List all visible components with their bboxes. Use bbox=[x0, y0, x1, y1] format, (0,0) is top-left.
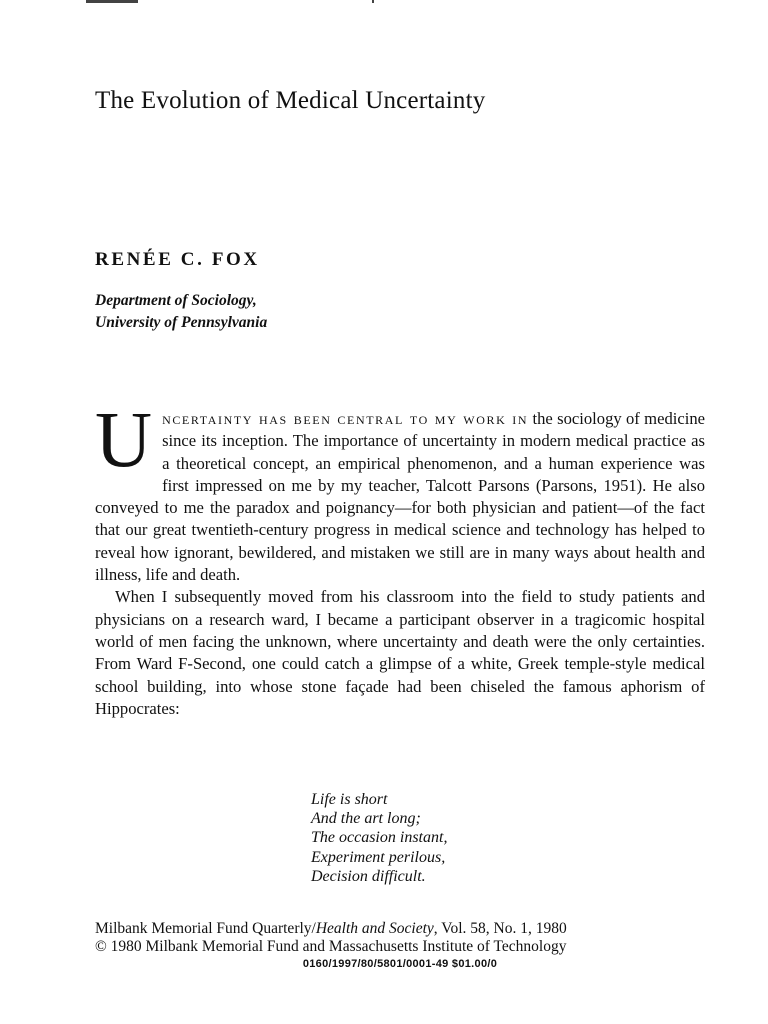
article-code: 0160/1997/80/5801/0001-49 $01.00/0 bbox=[302, 958, 498, 970]
publication-footer bbox=[95, 920, 705, 973]
paragraph-1-text: the sociology of medicine since its inception. The importance of uncertainty in modern medical practice as a theoretical concept, an empirical phenomenon, and a human experience was first impressed on me by my teacher, Talcott Parsons (Parsons, 1951). He also conveyed to me the paradox and poignancy—for both physician and patient—of the fact that our great twentieth-century progress in medical science and technology has helped to reveal how ignorant, bewildered, and mistaken we still are in many ways about health and illness, life and death. bbox=[95, 409, 705, 585]
journal-subtitle: Health and Society bbox=[315, 920, 434, 937]
hippocrates-aphorism bbox=[311, 790, 447, 886]
scan-artifact-dot bbox=[372, 0, 374, 3]
drop-cap: U bbox=[95, 397, 153, 484]
paragraph-2: When I subsequently moved from his classroom into the field to study patients and physicians on a research ward, I became a participant observer in a tragicomic hospital world of men facing the unknown, where uncertainty and death were the only certainties. From Ward F-Second, one could catch a glimpse of a white, Greek temple-style medical school building, into whose stone façade had been chiseled the famous aphorism of Hippocrates: bbox=[95, 587, 705, 718]
lead-small-caps: ncertainty has been central to my work in bbox=[162, 409, 529, 428]
copyright-line: © 1980 Milbank Memorial Fund and Massachusetts Institute of Technology bbox=[95, 938, 567, 955]
article-body bbox=[95, 397, 705, 720]
poem-line: And the art long; bbox=[311, 810, 421, 828]
paragraph-1 bbox=[95, 397, 705, 586]
journal-volume: , Vol. 58, No. 1, 1980 bbox=[433, 920, 567, 937]
poem-line: Life is short bbox=[311, 791, 388, 808]
scan-artifact-mark bbox=[86, 0, 138, 3]
journal-citation bbox=[95, 920, 705, 938]
author-name: RENÉE C. FOX bbox=[95, 249, 260, 270]
paper-title: The Evolution of Medical Uncertainty bbox=[95, 87, 486, 114]
poem-line: Experiment perilous, bbox=[311, 848, 446, 866]
affiliation-line-department: Department of Sociology, bbox=[95, 292, 257, 309]
journal-name: Milbank Memorial Fund Quarterly/ bbox=[95, 920, 316, 937]
author-affiliation bbox=[95, 290, 267, 334]
poem-line: Decision difficult. bbox=[311, 867, 426, 885]
affiliation-line-university: University of Pennsylvania bbox=[95, 314, 268, 331]
poem-line: The occasion instant, bbox=[311, 829, 448, 847]
